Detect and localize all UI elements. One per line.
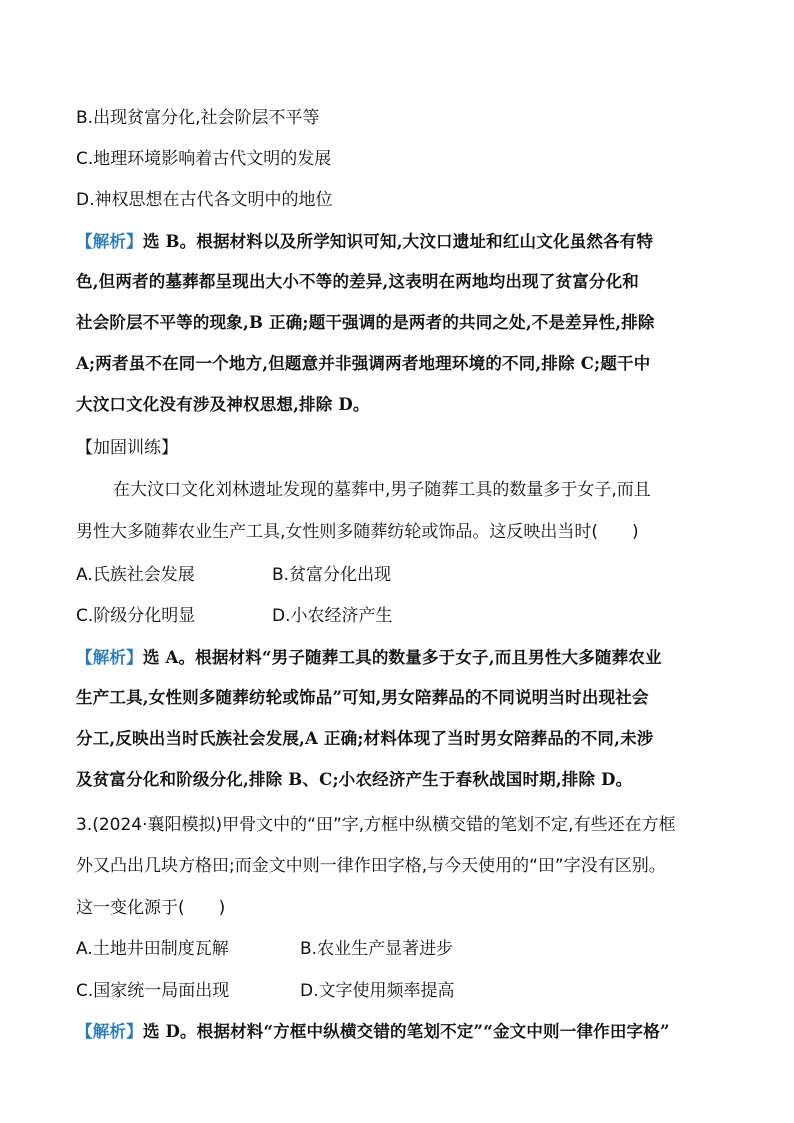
practice-stem-line-2: 男性大多随葬农业生产工具,女性则多随葬纺轮或饰品。这反映出当时( )	[76, 522, 639, 542]
q3-stem-line-1: 3.(2024·襄阳模拟)甲骨文中的“田”字,方框中纵横交错的笔划不定,有些还在方框	[76, 815, 676, 835]
practice-heading: 【加固训练】	[76, 438, 178, 458]
q2-option-d: D.神权思想在古代各文明中的地位	[76, 190, 333, 210]
analysis-tag: 【解析】	[76, 648, 143, 667]
q2-analysis-line-5: 大汶口文化没有涉及神权思想,排除 D。	[76, 395, 370, 414]
practice-analysis-line-2: 生产工具,女性则多随葬纺轮或饰品”可知,男女陪葬品的不同说明当时出现社会	[76, 688, 649, 707]
q2-option-c: C.地理环境影响着古代文明的发展	[76, 149, 332, 169]
practice-option-c: C.阶级分化明显	[76, 606, 196, 626]
practice-option-b: B.贫富分化出现	[272, 565, 392, 585]
q2-analysis-line-2: 色,但两者的墓葬都呈现出大小不等的差异,这表明在两地均出现了贫富分化和	[76, 272, 639, 291]
practice-analysis-line-3: 分工,反映出当时氏族社会发展,A 正确;材料体现了当时男女陪葬品的不同,未涉	[76, 729, 654, 748]
practice-option-a: A.氏族社会发展	[76, 565, 195, 585]
analysis-tag: 【解析】	[76, 1022, 143, 1041]
q2-analysis-line-4: A;两者虽不在同一个地方,但题意并非强调两者地理环境的不同,排除 C;题干中	[76, 354, 651, 373]
q3-option-b: B.农业生产显著进步	[300, 939, 454, 959]
practice-analysis-line-4: 及贫富分化和阶级分化,排除 B、C;小农经济产生于春秋战国时期,排除 D。	[76, 770, 633, 789]
practice-analysis-line-1: 【解析】选 A。根据材料“男子随葬工具的数量多于女子,而且男性大多随葬农业	[76, 648, 662, 667]
analysis-tag: 【解析】	[76, 232, 143, 251]
q3-option-a: A.土地井田制度瓦解	[76, 939, 229, 959]
q3-stem-line-3: 这一变化源于( )	[76, 898, 226, 918]
q3-option-c: C.国家统一局面出现	[76, 981, 230, 1001]
q2-analysis-line-3: 社会阶层不平等的现象,B 正确;题干强调的是两者的共同之处,不是差异性,排除	[76, 313, 655, 332]
practice-option-d: D.小农经济产生	[272, 606, 393, 626]
q3-option-d: D.文字使用频率提高	[300, 981, 455, 1001]
q3-analysis-line-1: 【解析】选 D。根据材料“方框中纵横交错的笔划不定”“金文中则一律作田字格”	[76, 1022, 670, 1041]
q2-analysis-line-1: 【解析】选 B。根据材料以及所学知识可知,大汶口遗址和红山文化虽然各有特	[76, 232, 654, 251]
practice-stem-line-1: 在大汶口文化刘林遗址发现的墓葬中,男子随葬工具的数量多于女子,而且	[113, 480, 651, 500]
q3-stem-line-2: 外又凸出几块方格田;而金文中则一律作田字格,与今天使用的“田”字没有区别。	[76, 856, 666, 876]
q2-option-b: B.出现贫富分化,社会阶层不平等	[76, 108, 320, 128]
